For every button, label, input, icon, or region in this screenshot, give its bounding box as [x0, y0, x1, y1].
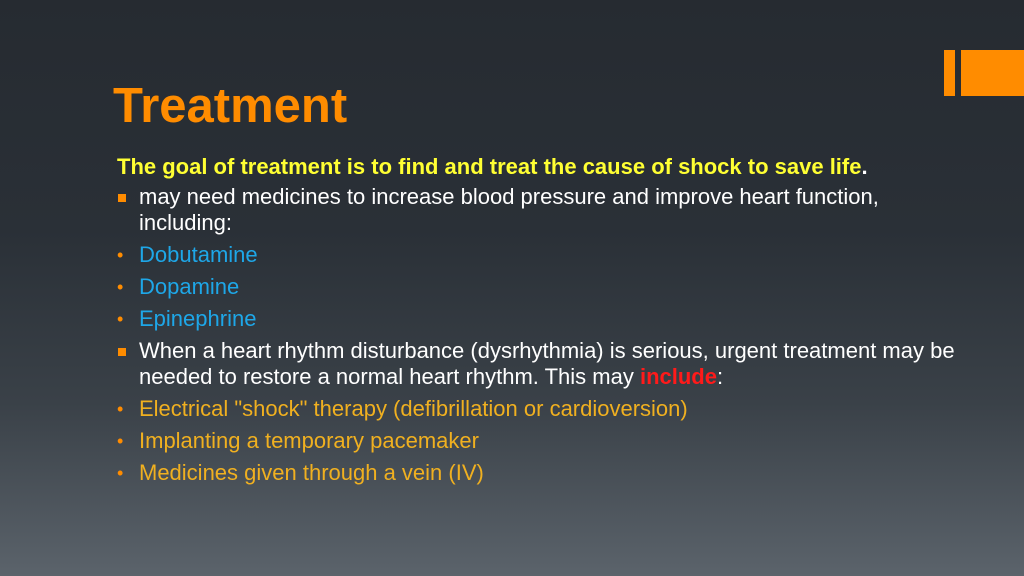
list-item-electrical-shock — [117, 396, 977, 422]
list-item-epinephrine — [117, 306, 977, 332]
dot-bullet-icon: • — [117, 245, 124, 265]
drug-name: Dobutamine — [139, 242, 258, 267]
dot-bullet-icon: • — [117, 399, 124, 419]
therapy-text: Electrical "shock" therapy (defibrillation or cardioversion) — [139, 396, 688, 421]
drug-name: Dopamine — [139, 274, 240, 299]
square-bullet-icon — [118, 348, 126, 356]
list-item-iv-medicines — [117, 460, 977, 486]
drug-name: Epinephrine — [139, 306, 257, 331]
list-item-text: When a heart rhythm disturbance (dysrhythmia) is serious, urgent treatment may be needed to restore a normal heart rhythm. This may — [139, 338, 955, 389]
dot-bullet-icon: • — [117, 277, 124, 297]
therapy-text: Implanting a temporary pacemaker — [139, 428, 479, 453]
slide-title: Treatment — [113, 79, 348, 133]
list-item-end: : — [716, 364, 724, 389]
list-item-text: may need medicines to increase blood pressure and improve heart function, including: — [139, 184, 879, 235]
accent-bar-block — [961, 50, 1024, 96]
goal-period: . — [861, 154, 868, 179]
dot-bullet-icon: • — [117, 309, 124, 329]
list-item-rhythm — [117, 338, 977, 390]
dot-bullet-icon: • — [117, 463, 124, 483]
dot-bullet-icon: • — [117, 431, 124, 451]
list-item-dobutamine — [117, 242, 977, 268]
list-item-medicines — [117, 184, 977, 236]
include-highlight: include — [639, 364, 717, 389]
list-item-dopamine — [117, 274, 977, 300]
goal-text: The goal of treatment is to find and treat the cause of shock to save life — [117, 154, 862, 179]
accent-bar-thin — [944, 50, 955, 96]
therapy-text: Medicines given through a vein (IV) — [139, 460, 484, 485]
list-item-pacemaker — [117, 428, 977, 454]
goal-statement — [117, 154, 977, 180]
slide-content — [117, 154, 977, 492]
square-bullet-icon — [118, 194, 126, 202]
